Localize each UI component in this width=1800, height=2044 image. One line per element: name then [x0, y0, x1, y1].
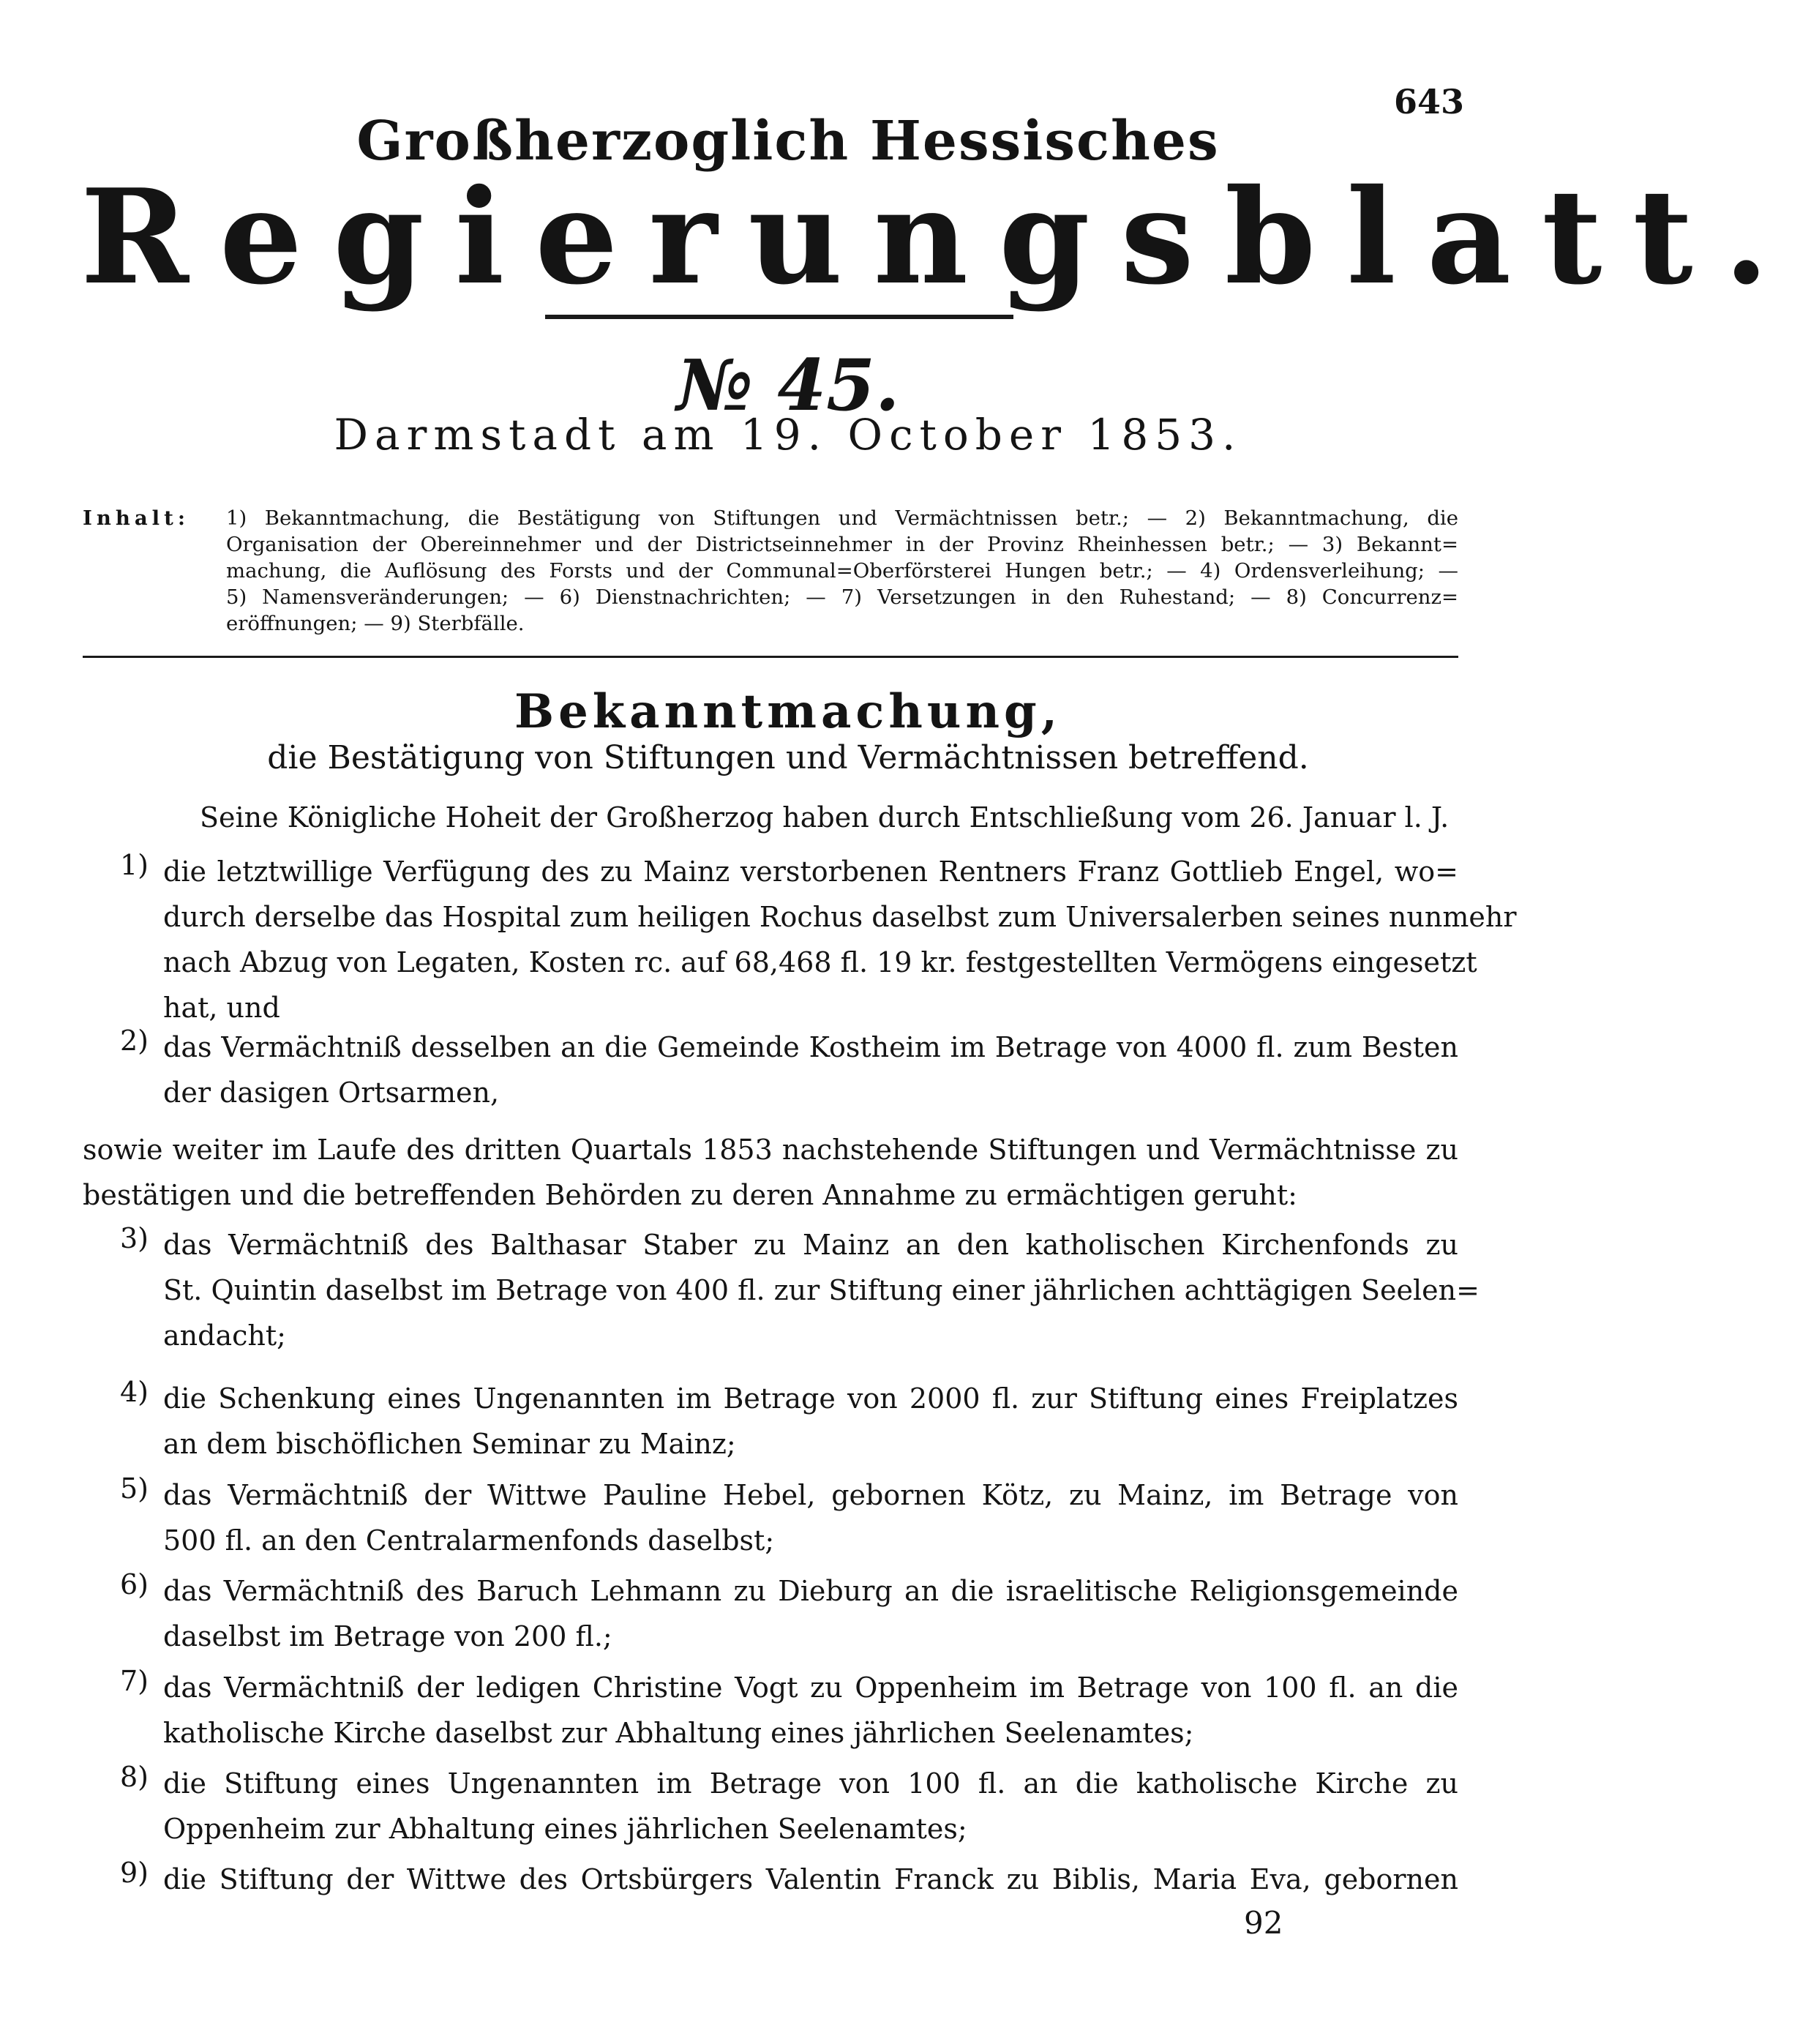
item-line: die Stiftung der Wittwe des Ortsbürgers Valentin Franck zu Biblis, Maria Eva, gebornen — [163, 1863, 1458, 1895]
item-text — [163, 1025, 1458, 1115]
item-text — [163, 1568, 1458, 1659]
item-number: 9) — [119, 1857, 149, 1889]
item-text — [163, 1222, 1480, 1358]
contents-line: 5) Namensveränderungen; — 6) Dienstnachrichten; — 7) Versetzungen in den Ruhestand; — 8) Concurrenz= — [226, 585, 1458, 609]
issue-number: № 45. — [676, 344, 900, 427]
intro-paragraph: Seine Königliche Hoheit der Großherzog haben durch Entschließung vom 26. Januar l. J. — [200, 801, 1450, 834]
item-number: 8) — [119, 1761, 149, 1793]
paragraph-line: sowie weiter im Laufe des dritten Quartals 1853 nachstehende Stiftungen und Vermächtnisse zu — [83, 1134, 1458, 1166]
item-text — [163, 1857, 1458, 1902]
item-text — [163, 1376, 1458, 1467]
contents-text — [226, 505, 1458, 637]
table-of-contents — [83, 505, 1458, 637]
item-line: 500 fl. an den Centralarmenfonds daselbst; — [163, 1524, 775, 1557]
item-text — [163, 1761, 1458, 1852]
item-number: 3) — [119, 1222, 149, 1254]
item-line: St. Quintin daselbst im Betrage von 400 fl. zur Stiftung einer jährlichen achttägigen Seelen= — [163, 1274, 1480, 1306]
section-rule — [83, 656, 1458, 658]
item-number: 4) — [119, 1376, 149, 1408]
paragraph-line: bestätigen und die betreffenden Behörden zu deren Annahme zu ermächtigen geruht: — [83, 1179, 1297, 1211]
item-line: daselbst im Betrage von 200 fl.; — [163, 1620, 612, 1652]
item-line: nach Abzug von Legaten, Kosten rc. auf 68,468 fl. 19 kr. festgestellten Vermögens eingesetzt — [163, 946, 1477, 978]
item-number: 6) — [119, 1568, 149, 1601]
contents-line: eröffnungen; — 9) Sterbfälle. — [226, 612, 525, 635]
section-subheading: die Bestätigung von Stiftungen und Vermächtnissen betreffend. — [267, 739, 1309, 776]
item-line: Oppenheim zur Abhaltung eines jährlichen Seelenamtes; — [163, 1813, 967, 1845]
item-line: die letztwillige Verfügung des zu Mainz verstorbenen Rentners Franz Gottlieb Engel, wo= — [163, 856, 1458, 888]
item-line: die Stiftung eines Ungenannten im Betrage von 100 fl. an die katholische Kirche zu — [163, 1767, 1458, 1800]
item-line: das Vermächtniß des Balthasar Staber zu Mainz an den katholischen Kirchenfonds zu — [163, 1229, 1458, 1261]
item-line: das Vermächtniß desselben an die Gemeinde Kostheim im Betrage von 4000 fl. zum Besten — [163, 1031, 1458, 1063]
item-line: hat, und — [163, 992, 280, 1024]
contents-line: 1) Bekanntmachung, die Bestätigung von Stiftungen und Vermächtnissen betr.; — 2) Bekanntmachung, die — [226, 506, 1458, 530]
issue-date: Darmstadt am 19. October 1853. — [334, 410, 1242, 460]
item-line: durch derselbe das Hospital zum heiligen Rochus daselbst zum Universalerben seines nunmehr — [163, 901, 1517, 933]
item-line: katholische Kirche daselbst zur Abhaltung eines jährlichen Seelenamtes; — [163, 1717, 1194, 1749]
sheet-signature: 92 — [1244, 1905, 1283, 1941]
journal-subtitle: Großherzoglich Hessisches — [356, 110, 1220, 173]
title-rule — [545, 315, 1013, 319]
item-line: der dasigen Ortsarmen, — [163, 1077, 500, 1109]
item-number: 7) — [119, 1665, 149, 1697]
item-text — [163, 849, 1517, 1030]
item-number: 5) — [119, 1472, 149, 1505]
item-line: die Schenkung eines Ungenannten im Betrage von 2000 fl. zur Stiftung eines Freiplatzes — [163, 1382, 1458, 1415]
contents-label: Inhalt: — [83, 506, 190, 530]
middle-paragraph — [83, 1127, 1458, 1218]
page-number: 643 — [1394, 82, 1465, 121]
section-heading: Bekanntmachung, — [514, 684, 1062, 739]
item-line: andacht; — [163, 1319, 286, 1352]
item-text — [163, 1665, 1458, 1756]
journal-title: Regierungsblatt. — [80, 160, 1800, 313]
item-text — [163, 1472, 1458, 1563]
contents-line: machung, die Auflösung des Forsts und der Communal=Oberförsterei Hungen betr.; — 4) Ordensverleihung; — — [226, 559, 1458, 583]
item-line: das Vermächtniß der Wittwe Pauline Hebel, gebornen Kötz, zu Mainz, im Betrage von — [163, 1479, 1458, 1511]
item-line: das Vermächtniß der ledigen Christine Vogt zu Oppenheim im Betrage von 100 fl. an die — [163, 1671, 1458, 1704]
item-number: 2) — [119, 1025, 149, 1057]
contents-line: Organisation der Obereinnehmer und der Districtseinnehmer in der Provinz Rheinhessen betr.; — 3) Bekannt= — [226, 533, 1458, 556]
item-line: an dem bischöflichen Seminar zu Mainz; — [163, 1428, 736, 1460]
item-number: 1) — [119, 849, 149, 881]
item-line: das Vermächtniß des Baruch Lehmann zu Dieburg an die israelitische Religionsgemeinde — [163, 1575, 1458, 1607]
